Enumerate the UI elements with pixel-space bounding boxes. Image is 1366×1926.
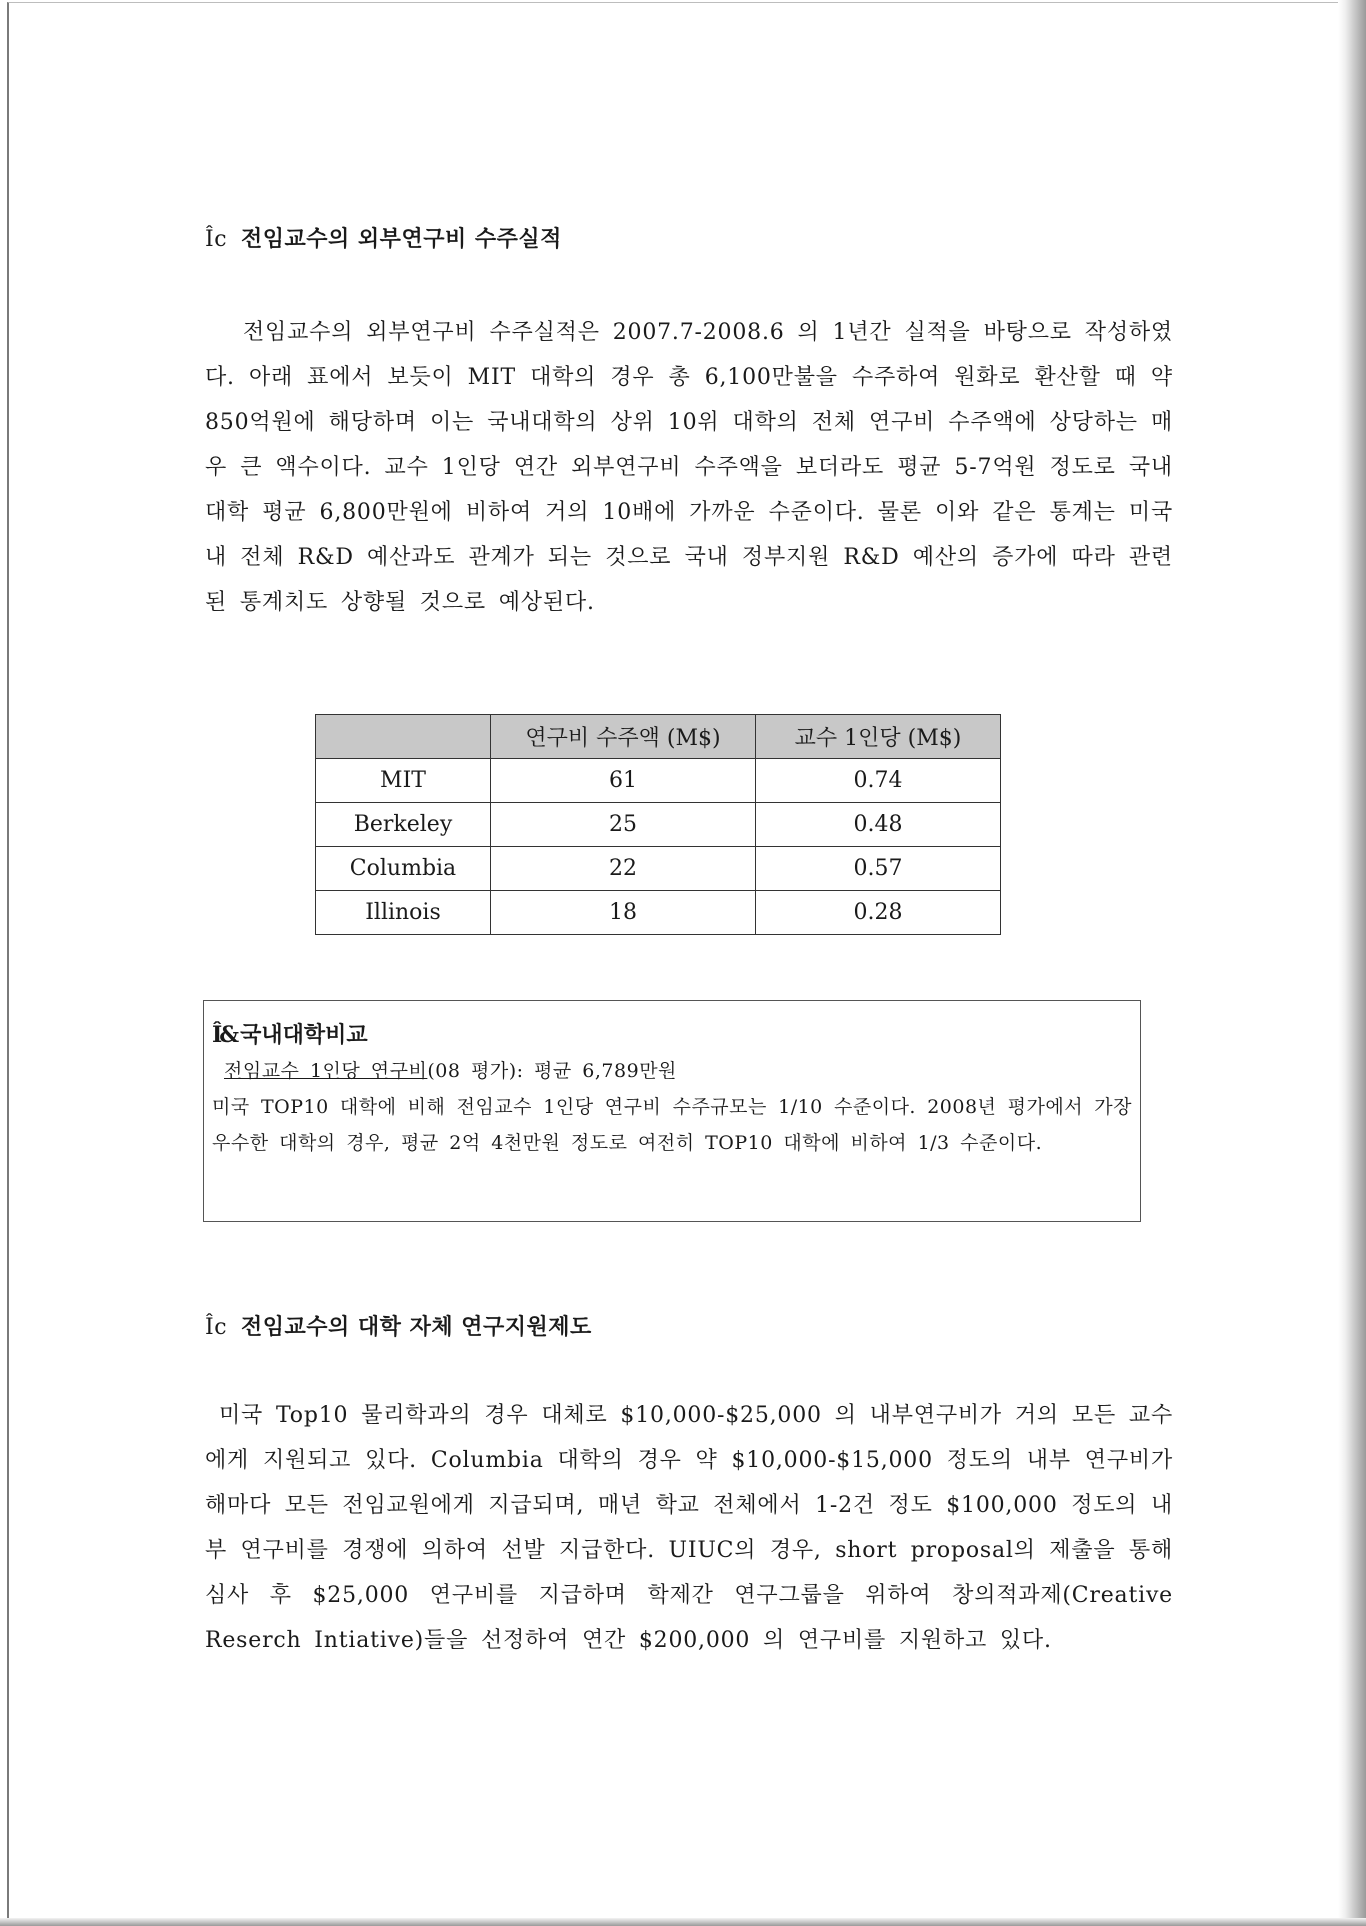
box-paragraph: 미국 TOP10 대학에 비해 전임교수 1인당 연구비 수주규모는 1/10 수준이다. 2008년 평가에서 가장 우수한 대학의 경우, 평균 2억 4천만원 정도로 여전히 TOP10 대학에 비하여 1/3 수준이다. (212, 1096, 1132, 1154)
heading-text: 전임교수의 외부연구비 수주실적 (241, 227, 562, 252)
table-cell-university: MIT (316, 759, 491, 803)
table-row (316, 803, 1001, 847)
heading-text: 전임교수의 대학 자체 연구지원제도 (241, 1315, 592, 1340)
table-row (316, 759, 1001, 803)
table-row (316, 847, 1001, 891)
external-research-paragraph: 전임교수의 외부연구비 수주실적은 2007.7-2008.6 의 1년간 실적을 바탕으로 작성하였다. 아래 표에서 보듯이 MIT 대학의 경우 총 6,100만불을 수주하여 원화로 환산할 때 약 850억원에 해당하며 이는 국내대학의 상위 10위 대학의 전체 연구비 수주액에 상당하는 매우 큰 액수이다. 교수 1인당 연간 외부연구비 수주액을 보더라도 평균 5-7억원 정도로 국내 대학 평균 6,800만원에 비하여 거의 10배에 가까운 수준이다. 물론 이와 같은 통계는 미국 내 전체 R&D 예산과도 관계가 되는 것으로 국내 정부지원 R&D 예산의 증가에 따라 관련된 통계치도 상향될 것으로 예상된다. (205, 320, 1173, 615)
table-header-cell (316, 715, 491, 759)
table-cell-per-professor: 0.48 (756, 803, 1001, 847)
box-title (212, 1017, 1132, 1054)
page-shadow-bottom (0, 1918, 1366, 1926)
page-shadow-right (1338, 0, 1366, 1926)
table-row (316, 891, 1001, 935)
table-cell-per-professor: 0.28 (756, 891, 1001, 935)
internal-support-paragraph: 미국 Top10 물리학과의 경우 대체로 $10,000-$25,000 의 내부연구비가 거의 모든 교수에게 지원되고 있다. Columbia 대학의 경우 약 $10,000-$15,000 정도의 내부 연구비가 해마다 모든 전임교원에게 지급되며, 매년 학교 전체에서 1-2건 정도 $100,000 정도의 내부 연구비를 경쟁에 의하여 선발 지급한다. UIUC의 경우, short proposal의 제출을 통해 심사 후 $25,000 연구비를 지급하며 학제간 연구그룹을 위하여 창의적과제(Creative Reserch Intiative)들을 선정하여 연간 $200,000 의 연구비를 지원하고 있다. (205, 1403, 1173, 1653)
table-header-row (316, 715, 1001, 759)
table-cell-funding: 25 (491, 803, 756, 847)
table-cell-university: Columbia (316, 847, 491, 891)
box-title-symbol: Î& (212, 1022, 237, 1048)
table-cell-funding: 22 (491, 847, 756, 891)
section-heading-external-research (205, 222, 562, 253)
box-title-text: 국내대학비교 (240, 1023, 368, 1048)
heading-bullet: Îc (205, 227, 228, 252)
table-cell-per-professor: 0.57 (756, 847, 1001, 891)
table-cell-funding: 61 (491, 759, 756, 803)
table-header-cell: 교수 1인당 (M$) (756, 715, 1001, 759)
research-funding-table (315, 714, 1001, 935)
domestic-comparison-box (203, 1000, 1141, 1222)
table-cell-per-professor: 0.74 (756, 759, 1001, 803)
table-cell-funding: 18 (491, 891, 756, 935)
table-header-cell: 연구비 수주액 (M$) (491, 715, 756, 759)
heading-bullet: Îc (205, 1315, 228, 1340)
table-cell-university: Berkeley (316, 803, 491, 847)
box-average-value: (08 평가): 평균 6,789만원 (427, 1060, 677, 1082)
box-underlined-label: 전임교수 1인당 연구비 (224, 1060, 428, 1082)
table-cell-university: Illinois (316, 891, 491, 935)
section-heading-internal-support (205, 1310, 592, 1341)
box-average-line (212, 1054, 1132, 1089)
